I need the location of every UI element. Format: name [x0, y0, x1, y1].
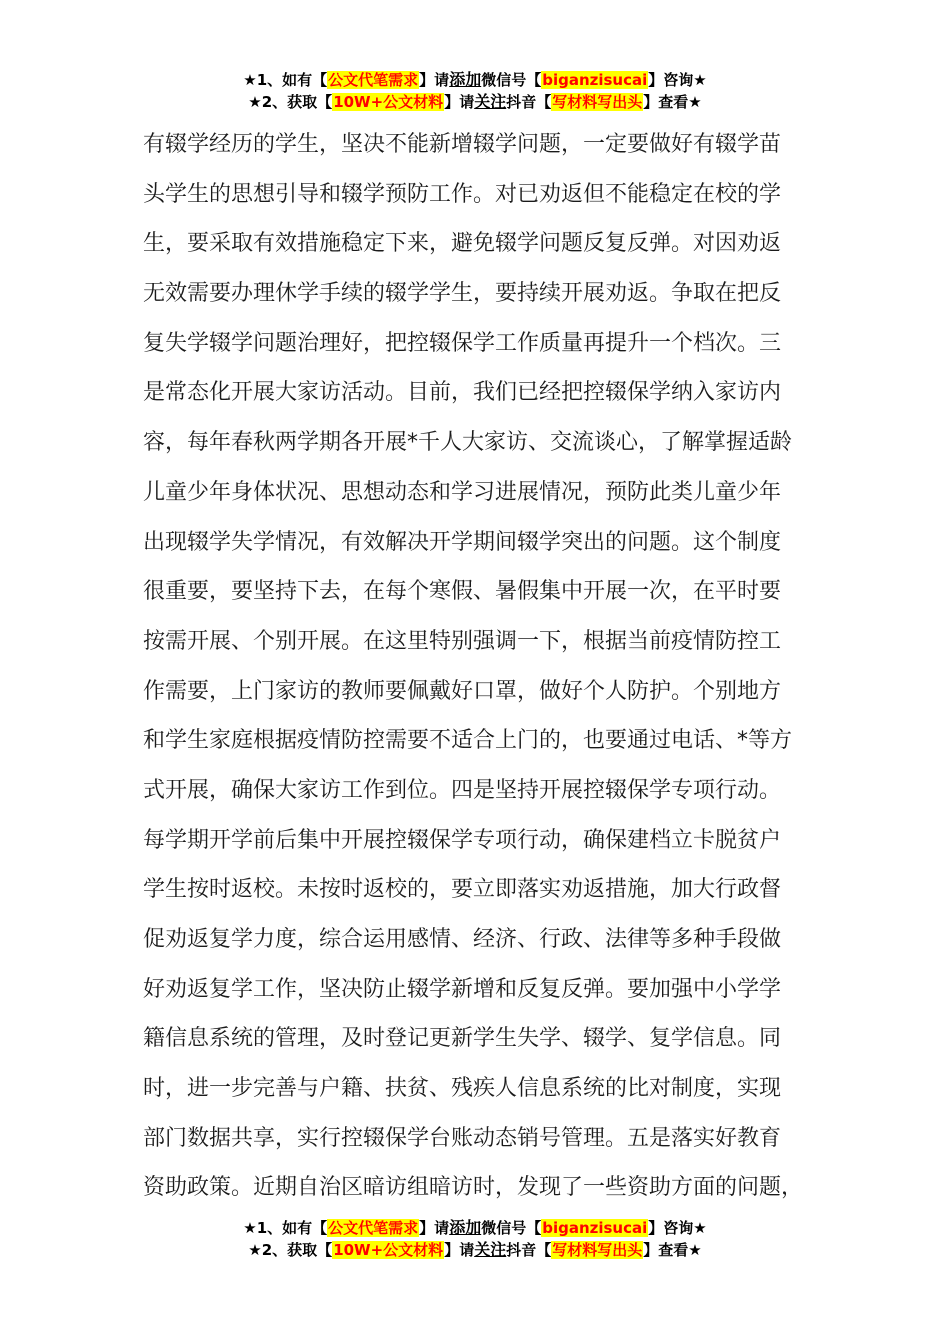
header-banner — [0, 69, 950, 113]
header-banner-line-2 — [0, 91, 950, 113]
banner-underlined-follow: 关注 — [474, 1240, 507, 1259]
body-line: 生，要采取有效措施稳定下来，避免辍学问题反复反弹。对因劝返 — [143, 231, 782, 257]
banner-highlight-materials: 10W+公文材料 — [333, 93, 444, 111]
banner-highlight-wechat-id: biganzisucai — [542, 1219, 648, 1237]
banner-text: 微信号【 — [481, 71, 542, 89]
body-line: 是常态化开展大家访活动。目前，我们已经把控辍保学纳入家访内 — [143, 380, 782, 406]
banner-highlight-materials: 10W+公文材料 — [333, 1241, 444, 1259]
banner-highlight-ghostwriting: 公文代笔需求 — [328, 71, 419, 89]
body-line: 每学期开学前后集中开展控辍保学专项行动，确保建档立卡脱贫户 — [143, 827, 782, 853]
banner-highlight-douyin-account: 写材料写出头 — [552, 93, 643, 111]
body-line: 儿童少年身体状况、思想动态和学习进展情况，预防此类儿童少年 — [143, 479, 782, 505]
body-line: 式开展，确保大家访工作到位。四是坚持开展控辍保学专项行动。 — [143, 777, 782, 803]
header-banner-line-1 — [0, 69, 950, 91]
banner-text: ★1、如有【 — [243, 71, 328, 89]
body-line: 促劝返复学力度，综合运用感情、经济、行政、法律等多种手段做 — [143, 927, 782, 952]
banner-text: ★2、获取【 — [248, 93, 333, 111]
body-line: 出现辍学失学情况，有效解决开学期间辍学突出的问题。这个制度 — [143, 529, 782, 555]
banner-text: 】请 — [444, 1241, 475, 1259]
banner-underlined-add: 添加 — [449, 70, 482, 89]
banner-text: 】请 — [419, 1219, 450, 1237]
body-line: 好劝返复学工作，坚决防止辍学新增和反复反弹。要加强中小学学 — [143, 976, 782, 1002]
body-line: 有辍学经历的学生，坚决不能新增辍学问题，一定要做好有辍学苗 — [143, 132, 782, 157]
banner-text: 抖音【 — [506, 1241, 552, 1259]
body-line: 和学生家庭根据疫情防控需要不适合上门的，也要通过电话、*等方 — [143, 728, 793, 754]
banner-highlight-ghostwriting: 公文代笔需求 — [328, 1219, 419, 1237]
body-line: 学生按时返校。未按时返校的，要立即落实劝返措施，加大行政督 — [143, 877, 782, 903]
body-line: 资助政策。近期自治区暗访组暗访时，发现了一些资助方面的问题， — [143, 1175, 804, 1201]
body-line: 按需开展、个别开展。在这里特别强调一下，根据当前疫情防控工 — [143, 628, 782, 654]
banner-text: 】咨询★ — [648, 71, 707, 89]
banner-text: 】查看★ — [643, 93, 702, 111]
body-line: 无效需要办理休学手续的辍学学生，要持续开展劝返。争取在把反 — [143, 281, 782, 307]
banner-text: ★1、如有【 — [243, 1219, 328, 1237]
banner-text: 】咨询★ — [648, 1219, 707, 1237]
banner-text: 】查看★ — [643, 1241, 702, 1259]
body-line: 时，进一步完善与户籍、扶贫、残疾人信息系统的比对制度，实现 — [143, 1076, 782, 1102]
document-body — [143, 120, 813, 1213]
footer-banner-line-2 — [0, 1239, 950, 1261]
banner-text: ★2、获取【 — [248, 1241, 333, 1259]
banner-underlined-follow: 关注 — [474, 92, 507, 111]
footer-banner-line-1 — [0, 1217, 950, 1239]
body-line: 很重要，要坚持下去，在每个寒假、暑假集中开展一次，在平时要 — [143, 579, 782, 605]
banner-text: 抖音【 — [506, 93, 552, 111]
body-line: 部门数据共享，实行控辍保学台账动态销号管理。五是落实好教育 — [143, 1125, 782, 1151]
banner-highlight-douyin-account: 写材料写出头 — [552, 1241, 643, 1259]
banner-text: 】请 — [419, 71, 450, 89]
body-line: 容，每年春秋两学期各开展*千人大家访、交流谈心，了解掌握适龄 — [143, 430, 793, 456]
footer-banner — [0, 1217, 950, 1261]
body-line: 复失学辍学问题治理好，把控辍保学工作质量再提升一个档次。三 — [143, 330, 782, 356]
banner-highlight-wechat-id: biganzisucai — [542, 71, 648, 89]
banner-underlined-add: 添加 — [449, 1218, 482, 1237]
body-line: 头学生的思想引导和辍学预防工作。对已劝返但不能稳定在校的学 — [143, 181, 782, 207]
body-line: 作需要，上门家访的教师要佩戴好口罩，做好个人防护。个别地方 — [143, 678, 782, 704]
body-line: 籍信息系统的管理，及时登记更新学生失学、辍学、复学信息。同 — [143, 1026, 782, 1052]
banner-text: 】请 — [444, 93, 475, 111]
banner-text: 微信号【 — [481, 1219, 542, 1237]
